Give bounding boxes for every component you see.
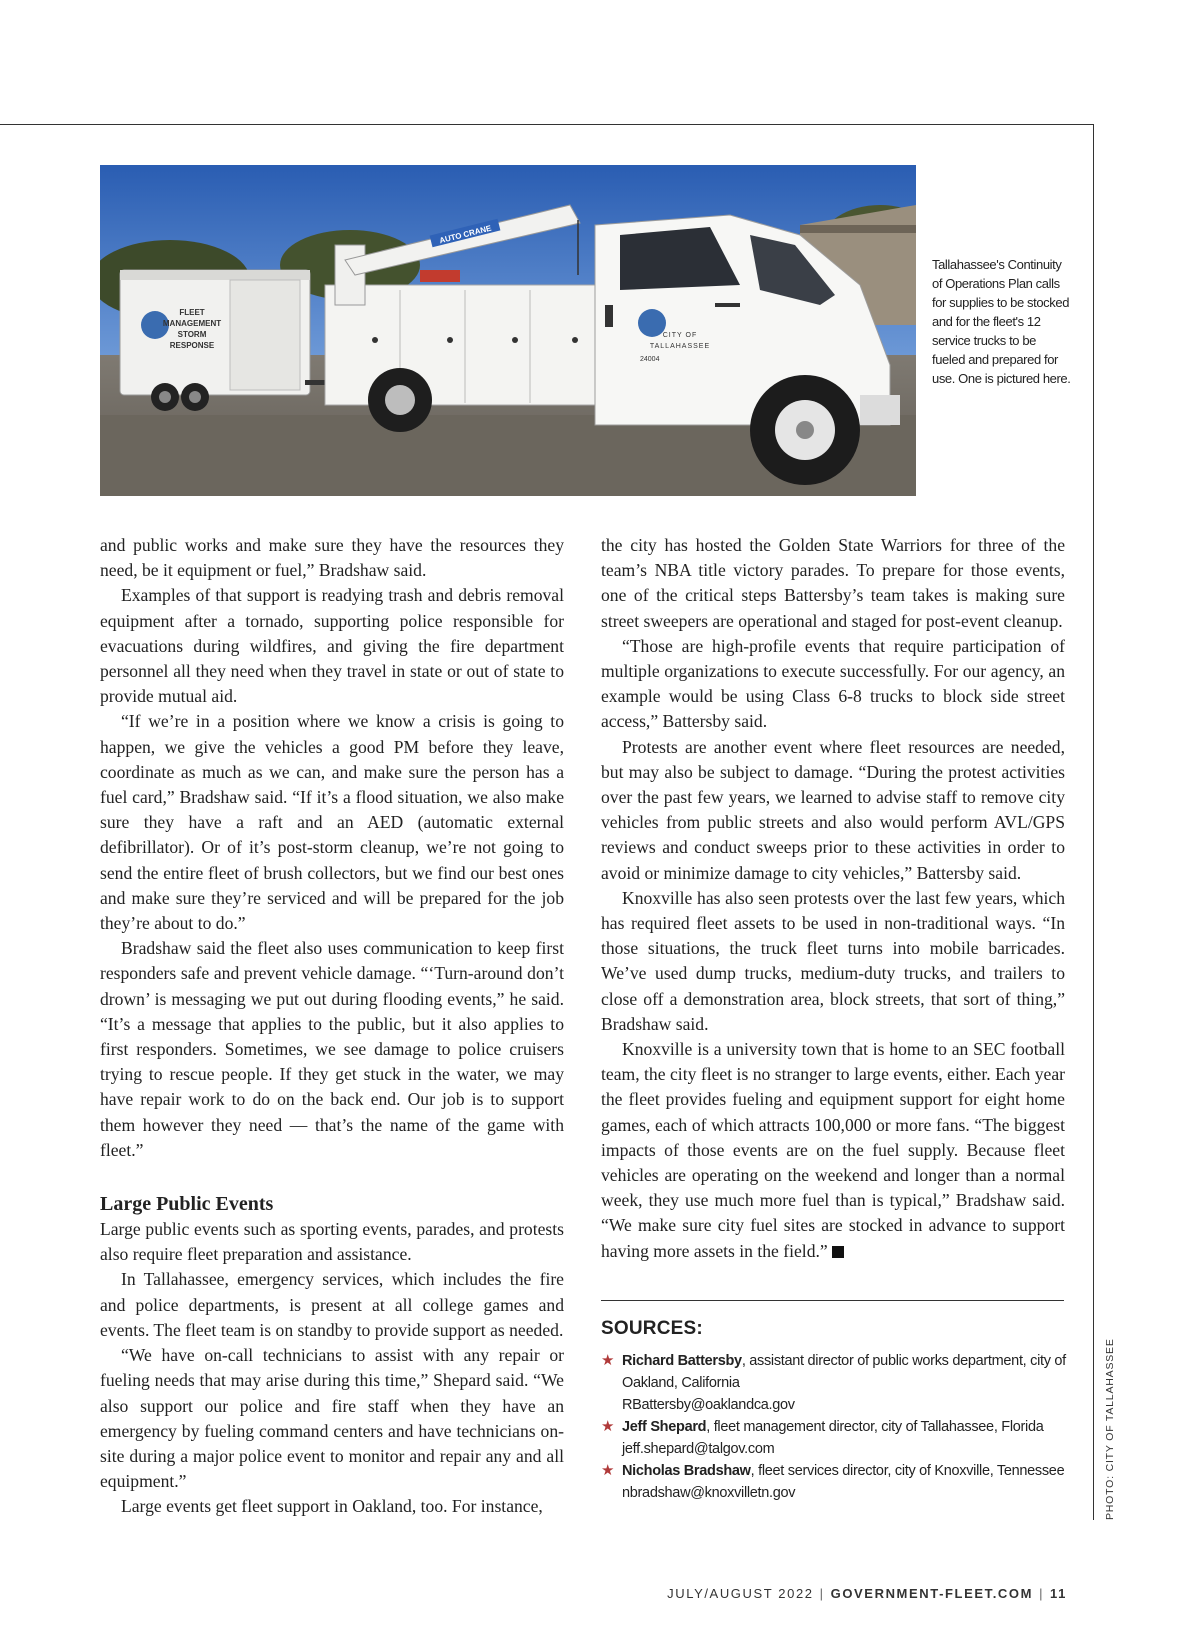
footer-issue: JULY/AUGUST 2022 (667, 1586, 814, 1601)
svg-text:TALLAHASSEE: TALLAHASSEE (649, 343, 711, 350)
right-column (601, 533, 1065, 1264)
source-email[interactable]: RBattersby@oaklandca.gov (622, 1397, 795, 1413)
frame-top-rule (0, 124, 1094, 125)
paragraph: Large public events such as sporting events, parades, and protests also require fleet preparation and assistance. (100, 1219, 564, 1265)
footer-site[interactable]: GOVERNMENT-FLEET.COM (830, 1586, 1034, 1601)
footer-separator: | (819, 1586, 825, 1601)
end-mark-icon (832, 1246, 844, 1258)
paragraph: In Tallahassee, emergency services, which includes the fire and police departments, is present at all college games and events. The fleet team is on standby to provide support as needed. (100, 1269, 564, 1340)
storm-response-trailer (120, 270, 330, 411)
footer-separator: | (1039, 1586, 1045, 1601)
source-role: , fleet services director, city of Knoxville, Tennessee (750, 1463, 1065, 1479)
paragraph: the city has hosted the Golden State Warriors for three of the team’s NBA title victory parades. To prepare for those events, one of the critical steps Battersby’s team takes is making sure street sweepers are operational and staged for post-event cleanup. (601, 535, 1065, 631)
svg-text:FLEET: FLEET (179, 308, 205, 317)
svg-text:24004: 24004 (640, 356, 660, 363)
source-item (601, 1460, 1071, 1504)
star-icon: ★ (601, 1462, 615, 1479)
star-icon: ★ (601, 1418, 615, 1435)
paragraph: Knoxville has also seen protests over the last few years, which has required fleet assets to be used in non-traditional ways. “In those situations, the truck fleet turns into mobile barricades. We’ve used dump trucks, medium-duty trucks, and trailers to close off a demonstration area, block streets, that sort of thing,” Bradshaw said. (601, 887, 1065, 1034)
page-number: 11 (1050, 1586, 1067, 1601)
sources-divider (601, 1300, 1064, 1301)
source-name: Nicholas Bradshaw (622, 1463, 751, 1479)
source-role: , fleet management director, city of Tallahassee, Florida (706, 1419, 1044, 1435)
section-heading: Large Public Events (100, 1193, 274, 1216)
frame-right-rule (1093, 124, 1094, 1520)
source-item (601, 1350, 1071, 1416)
source-email[interactable]: nbradshaw@knoxvilletn.gov (622, 1485, 796, 1501)
source-role: , assistant director of public works department, city of Oakland, California (622, 1353, 1066, 1391)
svg-text:MANAGEMENT: MANAGEMENT (162, 319, 222, 328)
paragraph: Protests are another event where fleet resources are needed, but may also be subject to damage. “During the protest activities over the past few years, we learned to advise staff to remove city vehicles from public streets and also would perform AVL/GPS reviews and conduct sweeps prior to these activities in order to avoid or minimize damage to city vehicles,” Battersby said. (601, 736, 1065, 883)
source-name: Jeff Shepard (622, 1419, 707, 1435)
star-icon: ★ (601, 1352, 615, 1369)
source-item (601, 1416, 1071, 1460)
photo-caption: Tallahassee's Continuity of Operations Plan calls for supplies to be stocked and for the fleet's 12 service trucks to be fueled and prepared for use. One is pictured here. (932, 257, 1071, 386)
paragraph: Bradshaw said the fleet also uses communication to keep first responders safe and prevent vehicle damage. “‘Turn-around don’t drown’ is messaging we put out during flooding events,” he said. “It’s a message that applies to the public, but it also applies to first responders. Sometimes, we see damage to police cruisers trying to rescue people. If they get stuck in the water, we may have repair work to do on the back end. Our job is to support them however they need — that’s the name of the game with fleet.” (100, 938, 564, 1160)
svg-text:STORM: STORM (177, 330, 207, 339)
svg-text:CITY OF: CITY OF (662, 332, 698, 339)
paragraph: Large events get fleet support in Oakland, too. For instance, (121, 1496, 543, 1517)
paragraph: and public works and make sure they have the resources they need, be it equipment or fuel,” Bradshaw said. (100, 535, 564, 581)
paragraph: “If we’re in a position where we know a crisis is going to happen, we give the vehicles a good PM before they leave, coordinate as much as we can, and make sure the person has a fuel card,” Bradshaw said. “If it’s a flood situation, we also make sure they have a raft and an AED (automatic external defibrillator). Or of it’s post-storm cleanup, we’re not going to send the entire fleet of brush collectors, but we find our best ones and make sure they’re serviced and will be prepared for the job they’re about to do.” (100, 711, 564, 934)
photo-credit: PHOTO: CITY OF TALLAHASSEE (1104, 1338, 1116, 1520)
paragraph: “Those are high-profile events that require participation of multiple organizations to execute successfully. For our agency, an example would be using Class 6-8 trucks to block side street access,” Battersby said. (601, 635, 1065, 732)
sources-title: SOURCES: (601, 1318, 703, 1339)
left-column (100, 533, 564, 1520)
svg-text:AUTO CRANE: AUTO CRANE (438, 223, 493, 246)
paragraph-text: Knoxville is a university town that is home to an SEC football team, the city fleet is no stranger to large events, either. Each year the fleet provides fueling and equipment support for eight home games, each of which attracts 100,000 or more fans. “The biggest impacts of those events are on the fuel supply. Because fleet vehicles are operating on the weekend and longer than a normal week, they use much more fuel than is typical,” Bradshaw said. “We make sure city fuel sites are stocked in advance to support having more assets in the field.” (601, 1039, 1065, 1261)
truck-illustration (100, 165, 916, 496)
svg-text:RESPONSE: RESPONSE (169, 341, 215, 350)
sources-box (601, 1318, 1071, 1504)
source-email[interactable]: jeff.shepard@talgov.com (622, 1441, 775, 1457)
paragraph-final (601, 1037, 1065, 1264)
truck-photo (100, 165, 916, 496)
source-name: Richard Battersby (622, 1353, 742, 1369)
paragraph: Examples of that support is readying trash and debris removal equipment after a tornado, supporting police responsible for evacuations during wildfires, and giving the fire department personnel all they need when they travel in state or out of state to provide mutual aid. (100, 585, 564, 707)
page-footer (667, 1586, 1067, 1601)
paragraph: “We have on-call technicians to assist with any repair or fueling needs that may arise during this time,” Shepard said. “We also support our police and fire staff when they have an emergency by fueling command centers and have technicians on-site during a major police event to monitor and repair any and all equipment.” (100, 1345, 564, 1492)
